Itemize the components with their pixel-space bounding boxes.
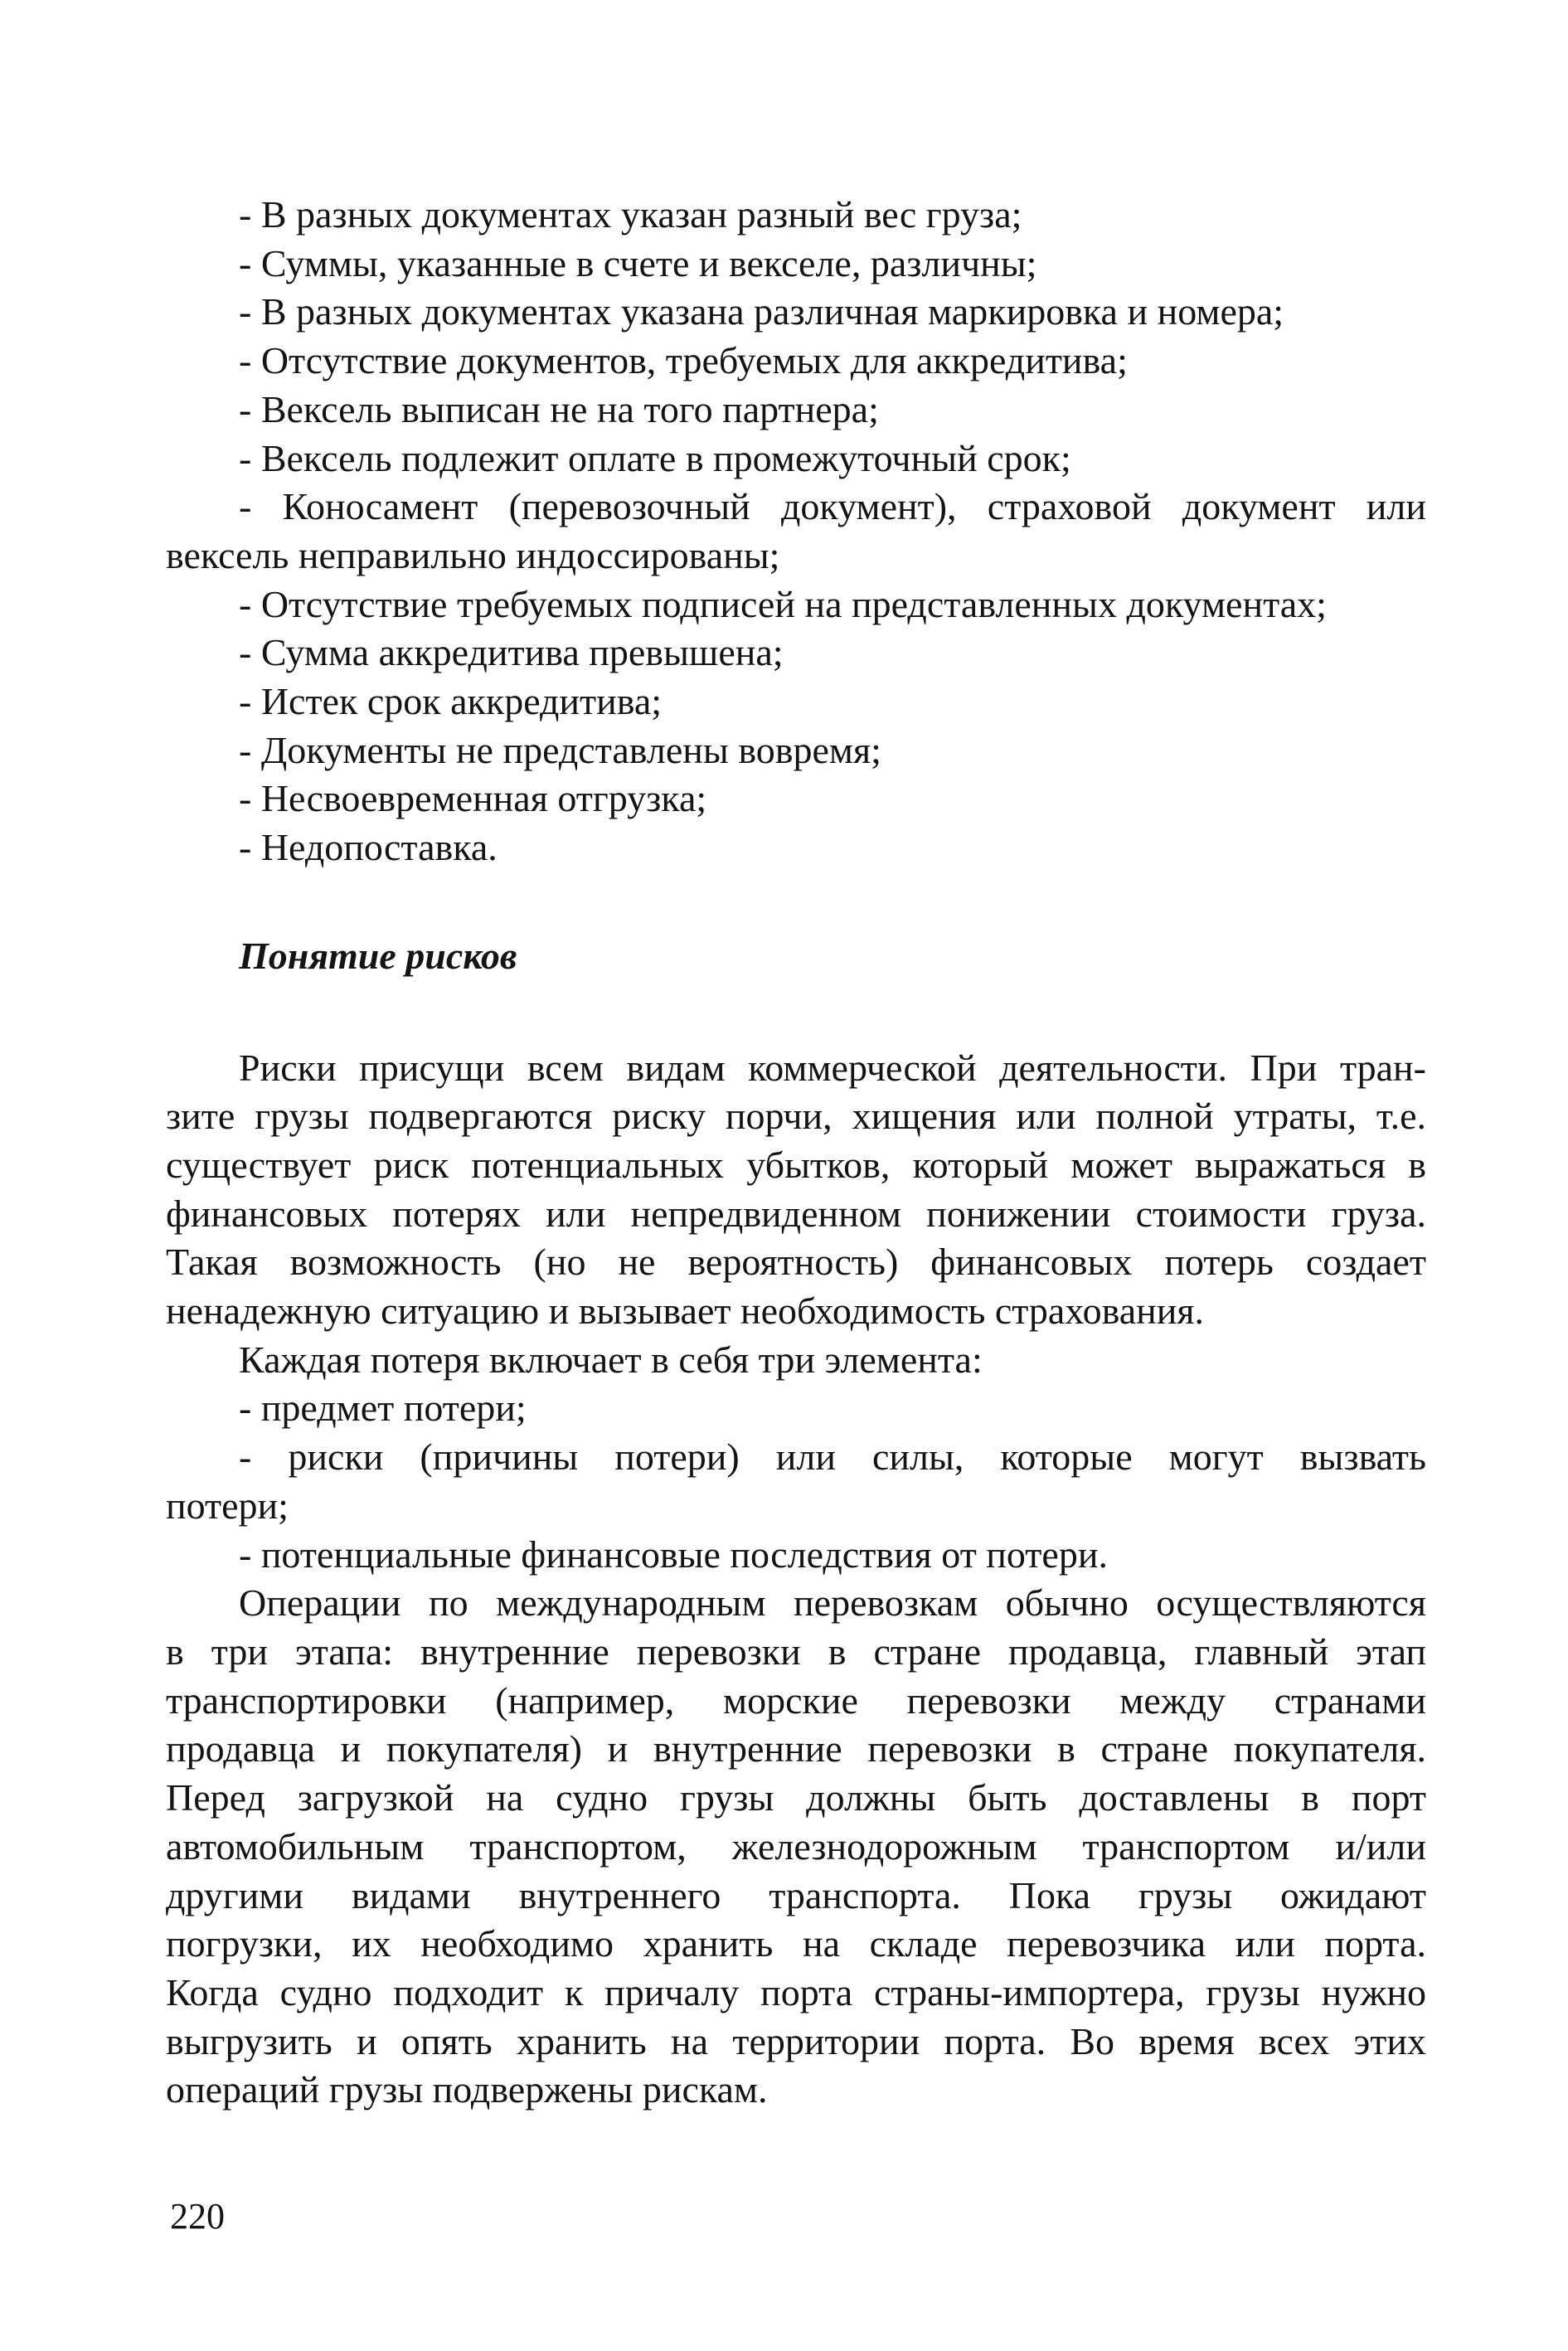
paragraph-line: транспортировки (например, морские перевозки между странами bbox=[166, 1678, 1426, 1722]
list-item: - предмет потери; bbox=[239, 1387, 527, 1430]
paragraph-line: Перед загрузкой на судно грузы должны быть доставлены в порт bbox=[166, 1776, 1426, 1819]
list-item: - Суммы, указанные в счете и векселе, различны; bbox=[239, 241, 1037, 284]
list-item: - Отсутствие документов, требуемых для аккредитива; bbox=[239, 339, 1128, 382]
discrepancy-list bbox=[166, 191, 1426, 872]
paragraph-transport-stages bbox=[166, 1579, 1426, 2115]
list-item: - Несвоевременная отгрузка; bbox=[239, 777, 707, 820]
loss-elements-list bbox=[166, 1384, 1426, 1579]
list-item: - В разных документах указан разный вес груза; bbox=[239, 193, 1022, 236]
paragraph-loss-elements: Каждая потеря включает в себя три элемента: bbox=[239, 1338, 983, 1381]
list-item: - риски (причины потери) или силы, которые могут вызвать bbox=[239, 1435, 1426, 1479]
list-item-continuation: вексель неправильно индоссированы; bbox=[166, 533, 780, 576]
paragraph-line: другими видами внутреннего транспорта. Пока грузы ожидают bbox=[166, 1873, 1426, 1916]
list-item: - Документы не представлены вовремя; bbox=[239, 728, 881, 771]
paragraph-line: в три этапа: внутренние перевозки в стране продавца, главный этап bbox=[166, 1630, 1426, 1673]
paragraph-line: финансовых потерях или непредвиденном понижении стоимости груза. bbox=[166, 1192, 1426, 1235]
paragraph-line: существует риск потенциальных убытков, который может выражаться в bbox=[166, 1143, 1426, 1186]
paragraph-line: операций грузы подвержены рискам. bbox=[166, 2068, 768, 2111]
page-number: 220 bbox=[170, 2196, 225, 2237]
paragraph-line: автомобильным транспортом, железнодорожным транспортом и/или bbox=[166, 1824, 1426, 1868]
paragraph-line: продавца и покупателя) и внутренние перевозки в стране покупателя. bbox=[166, 1727, 1426, 1771]
section-heading: Понятие рисков bbox=[239, 934, 517, 977]
paragraph-line: Риски присущи всем видам коммерческой деятельности. При тран- bbox=[239, 1046, 1426, 1089]
paragraph-line: Такая возможность (но не вероятность) финансовых потерь создает bbox=[166, 1241, 1426, 1284]
list-item: - Истек срок аккредитива; bbox=[239, 680, 663, 723]
list-item: - Сумма аккредитива превышена; bbox=[239, 631, 784, 674]
list-item: - Вексель подлежит оплате в промежуточный срок; bbox=[239, 436, 1071, 479]
paragraph-line: зите грузы подвергаются риску порчи, хищения или полной утраты, т.е. bbox=[166, 1095, 1426, 1138]
paragraph-line: погрузки, их необходимо хранить на складе перевозчика или порта. bbox=[166, 1922, 1426, 1965]
paragraph-risks-intro bbox=[166, 1044, 1426, 1336]
paragraph-line: Когда судно подходит к причалу порта страны-импортера, грузы нужно bbox=[166, 1970, 1426, 2013]
paragraph-line: Операции по международным перевозкам обычно осуществляются bbox=[239, 1581, 1426, 1625]
paragraph-line: выгрузить и опять хранить на территории порта. Во время всех этих bbox=[166, 2019, 1426, 2062]
list-item-continuation: потери; bbox=[166, 1484, 289, 1527]
page-body bbox=[166, 191, 1426, 2115]
list-item: - Отсутствие требуемых подписей на представленных документах; bbox=[239, 582, 1327, 625]
list-item: - потенциальные финансовые последствия от потери. bbox=[239, 1533, 1108, 1576]
list-item: - В разных документах указана различная маркировка и номера; bbox=[239, 290, 1284, 333]
list-item: - Коносамент (перевозочный документ), страховой документ или bbox=[239, 485, 1426, 528]
list-item: - Вексель выписан не на того партнера; bbox=[239, 387, 879, 430]
list-item: - Недопоставка. bbox=[239, 826, 498, 869]
paragraph-line: ненадежную ситуацию и вызывает необходимость страхования. bbox=[166, 1290, 1205, 1333]
